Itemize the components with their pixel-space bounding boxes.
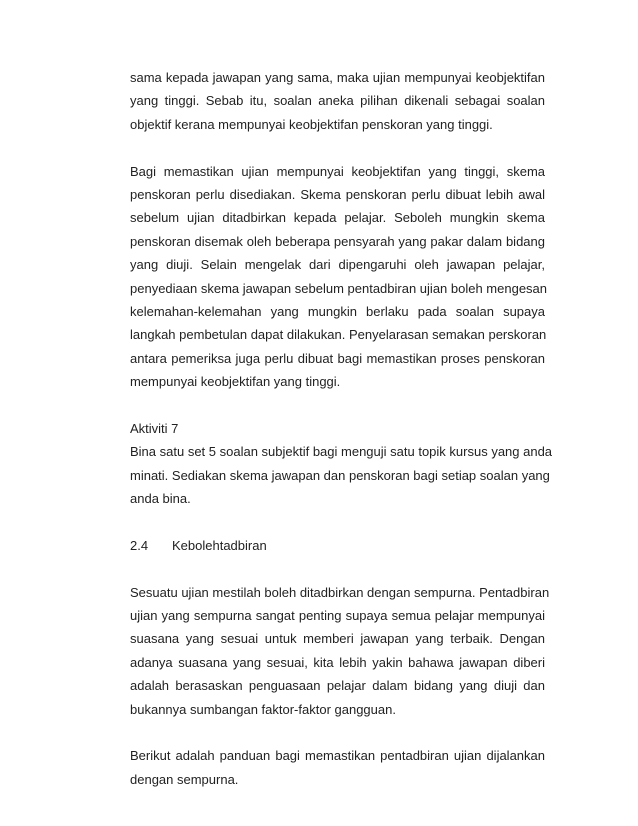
text-line: ujian yang sempurna sangat penting supaya semua pelajar mempunyai [130,607,545,623]
text-line: Bagi memastikan ujian mempunyai keobjektifan yang tinggi, skema [130,163,545,179]
paragraph-scoring-scheme [130,160,548,394]
text-line: penskoran perlu disediakan. Skema penskoran perlu dibuat lebih awal [130,186,545,202]
text-line: mempunyai keobjektifan yang tinggi. [130,374,341,390]
text-line: Bina satu set 5 soalan subjektif bagi menguji satu topik kursus yang anda [130,444,553,460]
text-line: suasana yang sesuai untuk memberi jawapan yang terbaik. Dengan [130,631,545,647]
text-line: penyediaan skema jawapan sebelum pentadbiran ujian boleh mengesan [130,280,548,296]
text-line: Sesuatu ujian mestilah boleh ditadbirkan dengan sempurna. Pentadbiran [130,584,550,600]
text-line: sebelum ujian ditadbirkan kepada pelajar. Seboleh mungkin skema [130,210,545,226]
paragraph-guidelines [130,744,545,791]
text-line: penskoran disemak oleh beberapa pensyarah yang pakar dalam bidang [130,233,545,249]
paragraph-administration [130,581,550,721]
paragraph-objectivity-intro [130,66,545,136]
text-line: Berikut adalah panduan bagi memastikan pentadbiran ujian dijalankan [130,748,545,764]
paragraph-gap [130,136,545,159]
text-line: antara pemeriksa juga perlu dibuat bagi memastikan proses penskoran [130,350,545,366]
text-line: kelemahan-kelemahan yang mungkin berlaku pada soalan supaya [130,303,545,319]
paragraph-gap [130,510,545,533]
text-line: sama kepada jawapan yang sama, maka ujian mempunyai keobjektifan [130,70,545,85]
section-title: Kebolehtadbiran [172,537,267,553]
activity-title: Aktiviti 7 [130,420,179,436]
document-page [130,66,553,791]
paragraph-gap [130,393,545,416]
text-line: minati. Sediakan skema jawapan dan penskoran bagi setiap soalan yang [130,467,550,483]
section-number: 2.4 [130,537,149,553]
activity-block [130,417,553,511]
paragraph-gap [130,557,545,580]
text-line: adanya suasana yang sesuai, kita lebih yakin bahawa jawapan diberi [130,654,545,670]
section-heading [130,534,545,557]
text-line: yang diuji. Selain mengelak dari dipengaruhi oleh jawapan pelajar, [130,257,545,273]
text-line: yang tinggi. Sebab itu, soalan aneka pilihan dikenali sebagai soalan [130,93,545,109]
text-line: dengan sempurna. [130,771,239,787]
text-line: bukannya sumbangan faktor-faktor gangguan. [130,701,396,717]
text-line: langkah pembetulan dapat dilakukan. Penyelarasan semakan perskoran [130,327,547,343]
paragraph-gap [130,721,545,744]
text-line: anda bina. [130,491,191,507]
text-line: adalah berasaskan penguasaan pelajar dalam bidang yang diuji dan [130,678,545,694]
text-line: objektif kerana mempunyai keobjektifan penskoran yang tinggi. [130,116,493,132]
